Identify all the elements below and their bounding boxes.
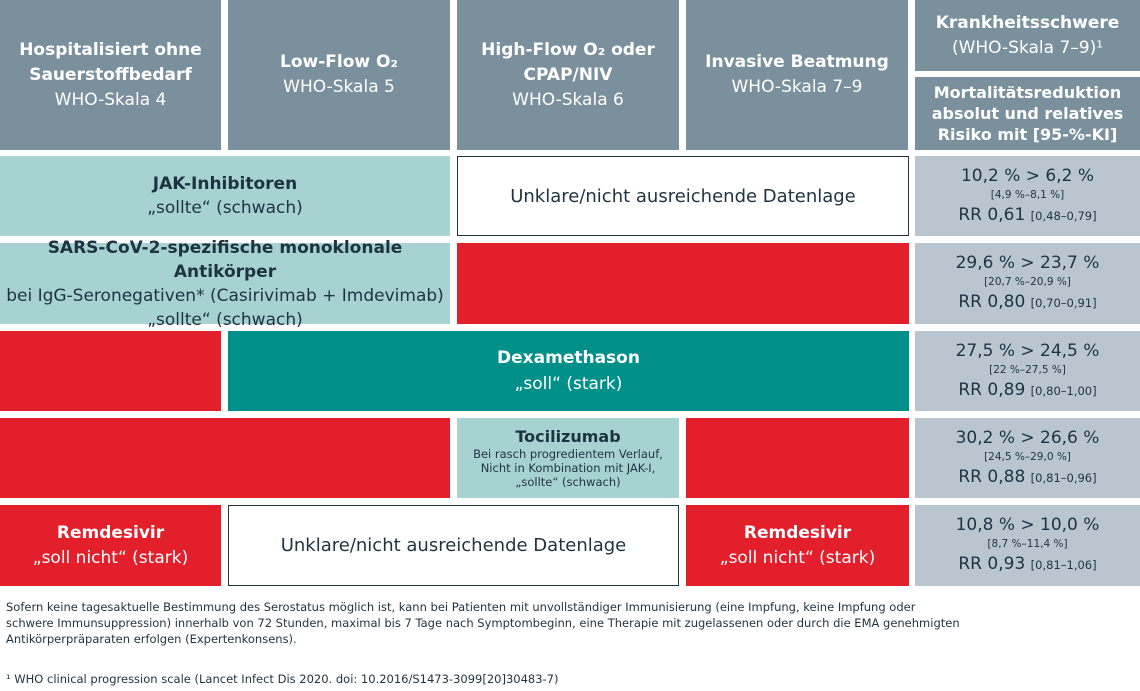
header-who-6: High-Flow O₂ oder CPAP/NIV WHO-Skala 6 [457, 0, 679, 150]
header-severity: Krankheitsschwere (WHO-Skala 7–9)¹ [915, 0, 1140, 71]
toci-not-recommended-cell-right [686, 418, 909, 498]
dexamethasone-cell: Dexamethason „soll“ (stark) [228, 331, 909, 411]
dexa-mortality-cell: 27,5 % > 24,5 % [22 %–27,5 %] RR 0,89 [0,80–1,00] [915, 331, 1140, 411]
footnote-serostatus: Sofern keine tagesaktuelle Bestimmung des Serostatus möglich ist, kann bei Patienten mit unvollständiger Immunisierung (eine Impfung, keine Impfung oder schwere Immunsuppression) innerhalb von 72 Stunden, maximal bis 7 Tage nach Symptombeginn, eine Therapie mit zugelassenen oder durch die EMA genehmigten Antikörperpräparaten erfolgen (Expertenkonsens). [6, 600, 960, 646]
tocilizumab-cell: Tocilizumab Bei rasch progredientem Verlauf, Nicht in Kombination mit JAK-I, „sollte“ (schwach) [457, 418, 679, 498]
sars-antibodies-cell: SARS-CoV-2-spezifische monoklonale Antikörper bei IgG-Seronegativen* (Casirivimab + Imdevimab) „sollte“ (schwach) [0, 243, 450, 324]
remdesivir-mortality-cell: 10,8 % > 10,0 % [8,7 %–11,4 %] RR 0,93 [0,81–1,06] [915, 505, 1140, 586]
toci-mortality-cell: 30,2 % > 26,6 % [24,5 %–29,0 %] RR 0,88 [0,81–0,96] [915, 418, 1140, 498]
remdesivir-cell-left: Remdesivir „soll nicht“ (stark) [0, 505, 221, 586]
sars-not-recommended-cell [457, 243, 909, 324]
remdesivir-cell-right: Remdesivir „soll nicht“ (stark) [686, 505, 909, 586]
jak-inhibitors-cell: JAK-Inhibitoren „sollte“ (schwach) [0, 156, 450, 236]
header-who-4: Hospitalisiert ohne Sauerstoffbedarf WHO-Skala 4 [0, 0, 221, 150]
jak-mortality-cell: 10,2 % > 6,2 % [4,9 %–8,1 %] RR 0,61 [0,48–0,79] [915, 156, 1140, 236]
sars-mortality-cell: 29,6 % > 23,7 % [20,7 %–20,9 %] RR 0,80 [0,70–0,91] [915, 243, 1140, 324]
toci-not-recommended-cell-left [0, 418, 450, 498]
header-mortality: Mortalitätsreduktion absolut und relatives Risiko mit [95-%-KI] [915, 77, 1140, 150]
footnote-who-scale: ¹ WHO clinical progression scale (Lancet Infect Dis 2020. doi: 10.2016/S1473-3099[20]30483-7) [6, 672, 559, 686]
jak-unclear-data-cell: Unklare/nicht ausreichende Datenlage [457, 156, 909, 236]
dexa-not-recommended-cell [0, 331, 221, 411]
header-who-7-9: Invasive Beatmung WHO-Skala 7–9 [686, 0, 908, 150]
header-who-5: Low-Flow O₂ WHO-Skala 5 [228, 0, 450, 150]
remdesivir-unclear-data-cell: Unklare/nicht ausreichende Datenlage [228, 505, 679, 586]
